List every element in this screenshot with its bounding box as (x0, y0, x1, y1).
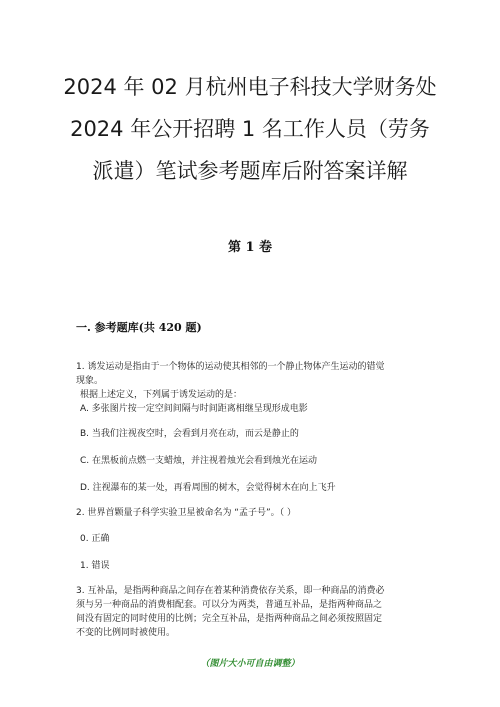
title-line-1: 2024 年 02 月杭州电子科技大学财务处 (63, 75, 437, 99)
title-line-2: 2024 年公开招聘 1 名工作人员（劳务 (70, 117, 430, 141)
question-2-option-0: 0. 正确 (80, 534, 110, 544)
question-3-line-1: 3. 互补品，是指两种商品之间存在着某种消费依存关系，即一种商品的消费必 (76, 586, 385, 596)
title-line-3: 派遣）笔试参考题库后附答案详解 (92, 159, 408, 183)
question-1-option-c: C. 在黑板前点燃一支蜡烛，并注视着烛光会看到烛光在运动 (80, 456, 318, 466)
question-3-line-2: 须与另一种商品的消费相配套。可以分为两类，普通互补品，是指两种商品之 (76, 600, 383, 610)
question-1-stem (76, 360, 428, 416)
footer-note: （图片大小可自由调整） (200, 659, 300, 669)
volume-heading: 第 1 卷 (227, 240, 273, 255)
question-1-line-3: 根据上述定义，下列属于诱发运动的是： (80, 390, 243, 400)
question-3-line-4: 不变的比例同时被使用。 (76, 628, 176, 638)
question-1-line-1: 1. 诱发运动是指由于一个物体的运动使其相邻的一个静止物体产生运动的错觉 (76, 362, 385, 372)
question-2-line-1: 2. 世界首颗量子科学实验卫星被命名为 “孟子号”。（ ） (76, 508, 296, 518)
question-3-stem (76, 584, 428, 640)
question-2-stem (76, 506, 428, 520)
question-3-line-3: 间没有固定的同时使用的比例；完全互补品，是指两种商品之间必须按照固定 (76, 614, 383, 624)
document-title (40, 66, 460, 192)
question-1-option-b: B. 当我们注视夜空时，会看到月亮在动，而云是静止的 (80, 429, 299, 439)
question-2-option-1: 1. 错误 (80, 561, 110, 571)
question-1-option-d: D. 注视瀑布的某一处，再看周围的树木，会觉得树木在向上飞升 (80, 483, 336, 493)
section-heading: 一. 参考题库(共 420 题) (76, 321, 202, 334)
question-1-line-2: 现象。 (76, 376, 104, 386)
question-1-option-a: A. 多张图片按一定空间间隔与时间距离相继呈现形成电影 (80, 404, 308, 414)
